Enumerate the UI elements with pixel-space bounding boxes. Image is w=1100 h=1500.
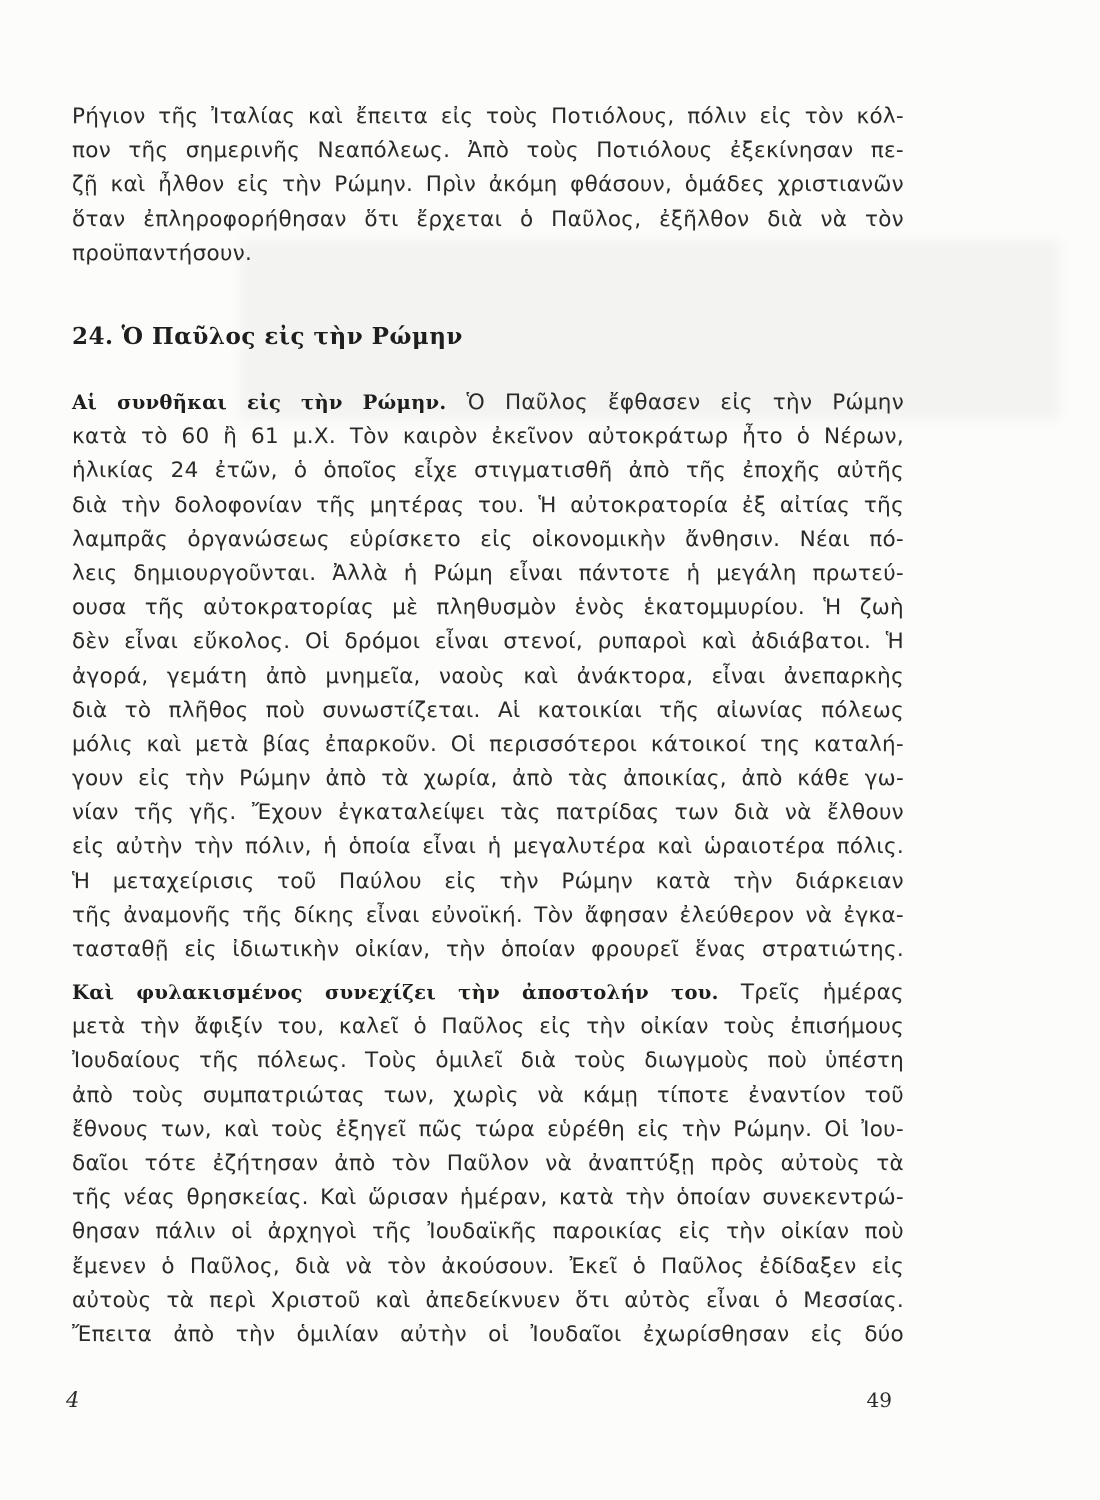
section-number: 24.: [72, 323, 114, 350]
text-line: Ρήγιον τῆς Ἰταλίας καὶ ἔπειτα εἰς τοὺς Ποτιόλους, πόλιν εἰς τὸν κόλ-: [72, 104, 904, 129]
section-title: Ὁ Παῦλος εἰς τὴν Ρώμην: [121, 323, 463, 350]
text-line: ὅταν ἐπληροφορήθησαν ὅτι ἔρχεται ὁ Παῦλος, ἐξῆλθον διὰ νὰ τὸν: [72, 206, 904, 232]
text-line: εἰς αὐτὴν τὴν πόλιν, ἡ ὁποία εἶναι ἡ μεγαλυτέρα καὶ ὡραιοτέρα πόλις.: [72, 834, 904, 860]
paragraph-lead: Καὶ φυλακισμένος συνεχίζει τὴν ἀποστολήν του.: [72, 981, 719, 1004]
text-line: Ἡ μεταχείρισις τοῦ Παύλου εἰς τὴν Ρώμην κατὰ τὴν διάρκειαν: [72, 868, 904, 894]
text-run: Ὁ Παῦλος ἔφθασεν εἰς τὴν Ρώμην: [466, 390, 905, 415]
text-line: δὲν εἶναι εὔκολος. Οἱ δρόμοι εἶναι στενοί, ρυπαροὶ καὶ ἀδιάβατοι. Ἡ: [72, 629, 904, 655]
text-line: τῆς ἀναμονῆς τῆς δίκης εἶναι εὐνοϊκή. Τὸν ἄφησαν ἐλεύθερον νὰ ἐγκα-: [72, 902, 904, 928]
paragraph-first-line: [72, 386, 904, 420]
intro-paragraph: [72, 100, 904, 271]
text-line: Ἰουδαίους τῆς πόλεως. Τοὺς ὁμιλεῖ διὰ τοὺς διωγμοὺς ποὺ ὑπέστη: [72, 1048, 904, 1074]
page-number: 49: [866, 1388, 892, 1412]
paragraph-first-line: [72, 976, 904, 1010]
text-line: θησαν πάλιν οἱ ἀρχηγοὶ τῆς Ἰουδαϊκῆς παροικίας εἰς τὴν οἰκίαν ποὺ: [72, 1219, 904, 1245]
text-line: ἀγορά, γεμάτη ἀπὸ μνημεῖα, ναοὺς καὶ ἀνάκτορα, εἶναι ἀνεπαρκὴς: [72, 663, 904, 689]
text-line: ἔθνους των, καὶ τοὺς ἐξηγεῖ πῶς τώρα εὑρέθη εἰς τὴν Ρώμην. Οἱ Ἰου-: [72, 1116, 904, 1142]
text-line: κατὰ τὸ 60 ἢ 61 μ.Χ. Τὸν καιρὸν ἐκεῖνον αὐτοκράτωρ ἦτο ὁ Νέρων,: [72, 424, 904, 450]
paragraph-conditions-in-rome: [72, 386, 904, 967]
text-line: προϋπαντήσουν.: [72, 240, 253, 266]
text-line: δαῖοι τότε ἐζήτησαν ἀπὸ τὸν Παῦλον νὰ ἀναπτύξῃ πρὸς αὐτοὺς τὰ: [72, 1150, 904, 1176]
text-line: ἀπὸ τοὺς συμπατριώτας των, χωρὶς νὰ κάμῃ τίποτε ἐναντίον τοῦ: [72, 1082, 904, 1108]
signature-mark: 4: [66, 1388, 80, 1412]
text-line: πον τῆς σημερινῆς Νεαπόλεως. Ἀπὸ τοὺς Ποτιόλους ἐξεκίνησαν πε-: [72, 138, 904, 164]
text-line: ουσα τῆς αὐτοκρατορίας μὲ πληθυσμὸν ἑνὸς ἑκατομμυρίου. Ἡ ζωὴ: [72, 595, 904, 621]
text-line: μετὰ τὴν ἄφιξίν του, καλεῖ ὁ Παῦλος εἰς τὴν οἰκίαν τοὺς ἐπισήμους: [72, 1014, 904, 1040]
text-line: αὐτοὺς τὰ περὶ Χριστοῦ καὶ ἀπεδείκνυεν ὅτι αὐτὸς εἶναι ὁ Μεσσίας.: [72, 1287, 904, 1313]
text-line: ἔμενεν ὁ Παῦλος, διὰ νὰ τὸν ἀκούσουν. Ἐκεῖ ὁ Παῦλος ἐδίδαξεν εἰς: [72, 1253, 904, 1279]
text-line: διὰ τὸ πλῆθος ποὺ συνωστίζεται. Αἱ κατοικίαι τῆς αἰωνίας πόλεως: [72, 697, 904, 723]
text-run: Τρεῖς ἡμέρας: [740, 980, 904, 1005]
text-line: λεις δημιουργοῦνται. Ἀλλὰ ἡ Ρώμη εἶναι πάντοτε ἡ μεγάλη πρωτεύ-: [72, 560, 904, 586]
text-line: ἡλικίας 24 ἐτῶν, ὁ ὁποῖος εἶχε στιγματισθῆ ἀπὸ τῆς ἐποχῆς αὐτῆς: [72, 458, 904, 484]
text-line: διὰ τὴν δολοφονίαν τῆς μητέρας του. Ἡ αὐτοκρατορία ἐξ αἰτίας τῆς: [72, 492, 904, 518]
paragraph-continues-mission: [72, 976, 904, 1352]
text-line: ζῇ καὶ ἦλθον εἰς τὴν Ρώμην. Πρὶν ἀκόμη φθάσουν, ὁμάδες χριστιανῶν: [72, 172, 904, 198]
paragraph-lead: Αἱ συνθῆκαι εἰς τὴν Ρώμην.: [72, 391, 447, 414]
text-line: τασταθῇ εἰς ἰδιωτικὴν οἰκίαν, τὴν ὁποίαν φρουρεῖ ἕνας στρατιώτης.: [72, 937, 904, 962]
text-line: λαμπρᾶς ὀργανώσεως εὑρίσκετο εἰς οἰκονομικὴν ἄνθησιν. Νέαι πό-: [72, 526, 904, 552]
text-line: Ἔπειτα ἀπὸ τὴν ὁμιλίαν αὐτὴν οἱ Ἰουδαῖοι ἐχωρίσθησαν εἰς δύο: [72, 1321, 904, 1347]
text-line: μόλις καὶ μετὰ βίας ἐπαρκοῦν. Οἱ περισσότεροι κάτοικοί της καταλή-: [72, 731, 904, 757]
text-line: τῆς νέας θρησκείας. Καὶ ὥρισαν ἡμέραν, κατὰ τὴν ὁποίαν συνεκεντρώ-: [72, 1185, 904, 1211]
section-heading: [72, 323, 463, 350]
text-line: γουν εἰς τὴν Ρώμην ἀπὸ τὰ χωρία, ἀπὸ τὰς ἀποικίας, ἀπὸ κάθε γω-: [72, 766, 904, 792]
text-line: νίαν τῆς γῆς. Ἔχουν ἐγκαταλείψει τὰς πατρίδας των διὰ νὰ ἔλθουν: [72, 800, 904, 826]
